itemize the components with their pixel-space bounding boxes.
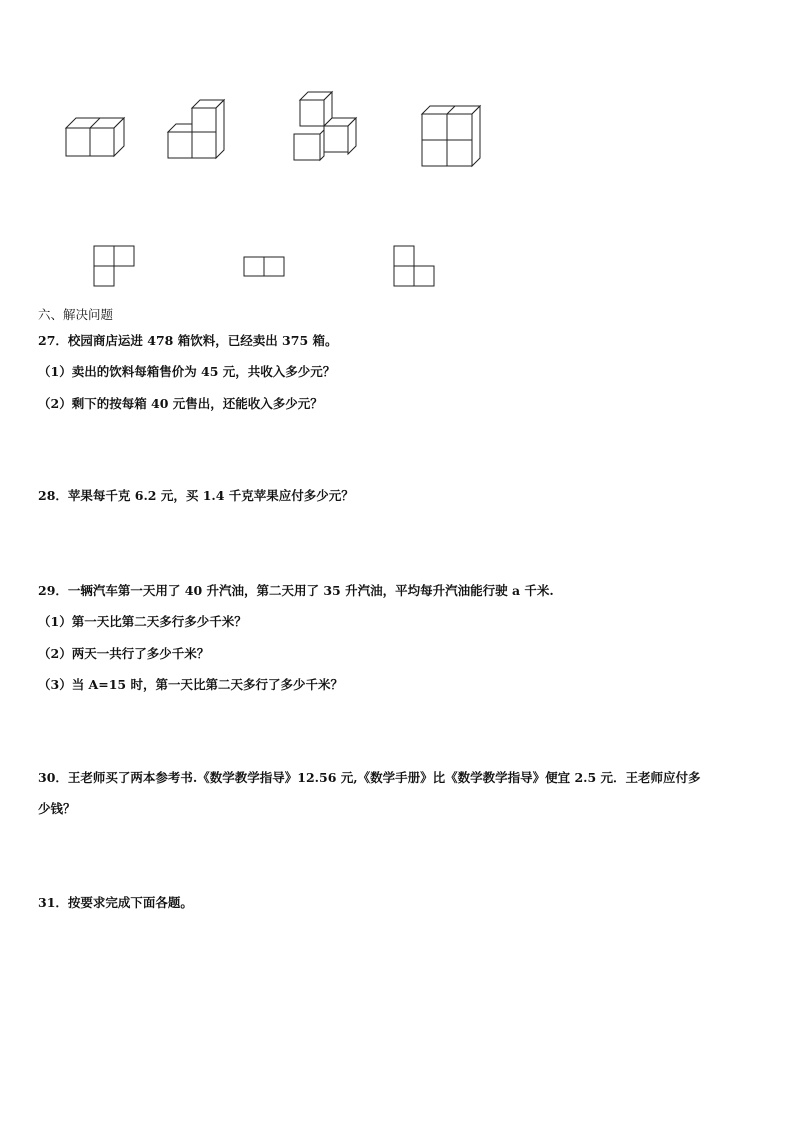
view-figure-2 <box>242 255 288 279</box>
question-29-sub3: （3）当 A=15 时，第一天比第二天多行了多少千米？ <box>38 677 343 692</box>
question-31-stem: 31．按要求完成下面各题。 <box>38 895 193 910</box>
question-27-stem: 27．校园商店运进 478 箱饮料，已经卖出 375 箱。 <box>38 333 338 348</box>
question-27-sub2: （2）剩下的按每箱 40 元售出，还能收入多少元？ <box>38 396 323 411</box>
cube-figure-3 <box>288 90 364 164</box>
question-30-line2: 少钱？ <box>38 801 76 816</box>
question-29-sub1: （1）第一天比第二天多行多少千米？ <box>38 614 247 629</box>
question-30-line1: 30．王老师买了两本参考书.《数学教学指导》12.56 元,《数学手册》比《数学教学指导》便宜 2.5 元．王老师应付多 <box>38 770 701 785</box>
view-figure-1 <box>92 244 138 288</box>
cube-figure-4 <box>418 102 486 168</box>
section-title: 六、解决问题 <box>38 307 114 322</box>
question-29-sub2: （2）两天一共行了多少千米？ <box>38 646 210 661</box>
view-figure-3 <box>392 244 438 288</box>
cube-figure-2 <box>162 96 232 162</box>
question-28-stem: 28．苹果每千克 6.2 元，买 1.4 千克苹果应付多少元？ <box>38 488 354 503</box>
cube-figure-1 <box>60 112 130 162</box>
question-29-stem: 29．一辆汽车第一天用了 40 升汽油，第二天用了 35 升汽油，平均每升汽油能行驶 a 千米. <box>38 583 554 598</box>
question-27-sub1: （1）卖出的饮料每箱售价为 45 元，共收入多少元？ <box>38 364 336 379</box>
